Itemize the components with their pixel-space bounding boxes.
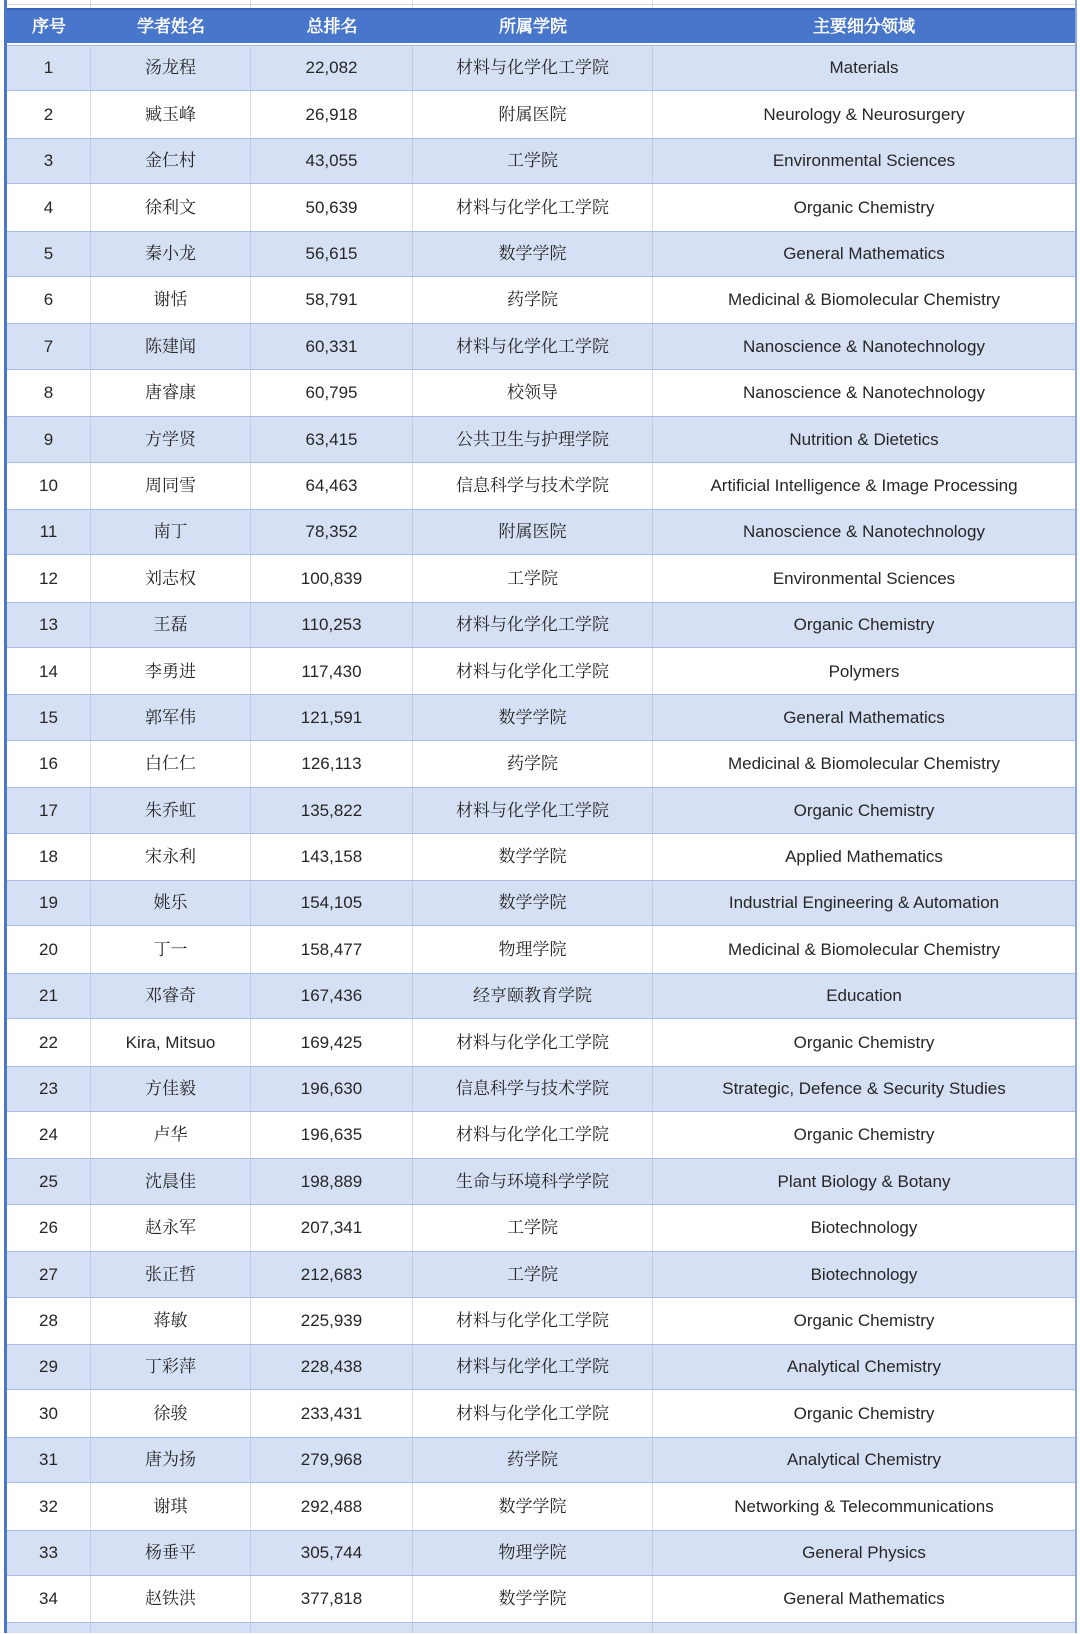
cell-rank: 196,635 <box>251 1112 413 1158</box>
cell-rank: 158,477 <box>251 926 413 972</box>
cell-college: 材料与化学化工学院 <box>413 184 653 230</box>
cell-college: 数学学院 <box>413 695 653 739</box>
cell-rank: 58,791 <box>251 277 413 323</box>
cell-index: 31 <box>7 1438 91 1482</box>
cell-college: 工学院 <box>413 1252 653 1296</box>
cell-name: 丁一 <box>91 926 251 972</box>
cell-name: 方佳毅 <box>91 1067 251 1111</box>
cell-rank: 56,615 <box>251 232 413 276</box>
cell-field: Biotechnology <box>810 1218 918 1238</box>
partial-cell <box>91 1623 251 1633</box>
table-row <box>7 1344 1075 1390</box>
cell-index: 15 <box>7 695 91 739</box>
cell-name: 陈建闻 <box>91 324 251 368</box>
cell-field: Environmental Sciences <box>772 151 956 171</box>
cell-index: 28 <box>7 1298 91 1344</box>
cell-rank: 167,436 <box>251 974 413 1018</box>
cell-college: 物理学院 <box>413 1531 653 1575</box>
cell-college: 材料与化学化工学院 <box>413 603 653 647</box>
cell-college: 附属医院 <box>413 510 653 554</box>
cell-name: 张正哲 <box>91 1252 251 1296</box>
cell-college: 材料与化学化工学院 <box>413 788 653 832</box>
cell-rank: 22,082 <box>251 46 413 90</box>
cell-college: 信息科学与技术学院 <box>413 1067 653 1111</box>
cell-name: 沈晨佳 <box>91 1159 251 1203</box>
cell-college: 数学学院 <box>413 1576 653 1622</box>
table-row <box>7 1158 1075 1204</box>
cell-field: Applied Mathematics <box>785 847 943 867</box>
cell-field: Organic Chemistry <box>793 615 935 635</box>
cell-name: 赵铁洪 <box>91 1576 251 1622</box>
table-row <box>7 138 1075 184</box>
partial-cell <box>91 0 251 8</box>
table-row <box>7 602 1075 648</box>
cell-rank: 169,425 <box>251 1019 413 1065</box>
cell-college: 药学院 <box>413 277 653 323</box>
cell-college: 材料与化学化工学院 <box>413 1019 653 1065</box>
table-row <box>7 463 1075 509</box>
cell-name: 唐睿康 <box>91 370 251 416</box>
table-row <box>7 694 1075 740</box>
cell-name: 徐骏 <box>91 1390 251 1436</box>
cell-index: 16 <box>7 741 91 787</box>
cell-college: 材料与化学化工学院 <box>413 46 653 90</box>
cell-index: 18 <box>7 834 91 880</box>
cell-index: 13 <box>7 603 91 647</box>
cell-field: Organic Chemistry <box>793 800 935 820</box>
cell-index: 23 <box>7 1067 91 1111</box>
cell-college: 公共卫生与护理学院 <box>413 417 653 461</box>
cell-field: Networking & Telecommunications <box>734 1496 994 1516</box>
cell-rank: 228,438 <box>251 1345 413 1389</box>
table-row <box>7 834 1075 880</box>
cell-rank: 279,968 <box>251 1438 413 1482</box>
cell-college: 物理学院 <box>413 926 653 972</box>
cell-index: 27 <box>7 1252 91 1296</box>
table-row <box>7 1066 1075 1112</box>
cell-name: 白仁仁 <box>91 741 251 787</box>
cell-index: 19 <box>7 881 91 925</box>
cell-index: 11 <box>7 510 91 554</box>
cell-field: Medicinal & Biomolecular Chemistry <box>727 754 1001 774</box>
table-row <box>7 1251 1075 1297</box>
cell-college: 材料与化学化工学院 <box>413 324 653 368</box>
column-header-college: 所属学院 <box>499 16 567 36</box>
cell-index: 30 <box>7 1390 91 1436</box>
cell-college: 数学学院 <box>413 881 653 925</box>
cell-name: 赵永军 <box>91 1205 251 1251</box>
cell-rank: 196,630 <box>251 1067 413 1111</box>
cell-rank: 154,105 <box>251 881 413 925</box>
cell-index: 24 <box>7 1112 91 1158</box>
cell-field: Materials <box>829 58 899 78</box>
cell-field: Neurology & Neurosurgery <box>763 104 965 124</box>
table-row <box>7 1437 1075 1483</box>
table-row <box>7 741 1075 787</box>
cell-rank: 100,839 <box>251 555 413 601</box>
cell-college: 材料与化学化工学院 <box>413 1112 653 1158</box>
cell-index: 33 <box>7 1531 91 1575</box>
table-row <box>7 91 1075 137</box>
cell-index: 2 <box>7 91 91 137</box>
cell-college: 药学院 <box>413 741 653 787</box>
cell-name: 卢华 <box>91 1112 251 1158</box>
cell-name: 杨垂平 <box>91 1531 251 1575</box>
cell-rank: 60,795 <box>251 370 413 416</box>
cell-college: 数学学院 <box>413 232 653 276</box>
cell-field: Plant Biology & Botany <box>777 1171 951 1191</box>
column-header-field: 主要细分领域 <box>813 16 915 36</box>
cell-index: 6 <box>7 277 91 323</box>
cell-index: 20 <box>7 926 91 972</box>
table-row <box>7 555 1075 601</box>
table-row <box>7 184 1075 230</box>
cell-index: 34 <box>7 1576 91 1622</box>
cell-field: Nanoscience & Nanotechnology <box>743 336 985 356</box>
cell-field: General Mathematics <box>783 707 945 727</box>
cell-field: Medicinal & Biomolecular Chemistry <box>727 939 1001 959</box>
cell-name: 姚乐 <box>91 881 251 925</box>
cell-college: 工学院 <box>413 1205 653 1251</box>
cell-rank: 143,158 <box>251 834 413 880</box>
cell-college: 工学院 <box>413 139 653 183</box>
cell-field: Artificial Intelligence & Image Processing <box>710 475 1018 495</box>
cell-rank: 225,939 <box>251 1298 413 1344</box>
cell-name: 宋永利 <box>91 834 251 880</box>
cell-college: 信息科学与技术学院 <box>413 463 653 509</box>
cell-index: 25 <box>7 1159 91 1203</box>
cell-college: 工学院 <box>413 555 653 601</box>
cell-college: 药学院 <box>413 1438 653 1482</box>
cell-field: Medicinal & Biomolecular Chemistry <box>727 290 1001 310</box>
partial-row-top <box>7 0 1075 8</box>
partial-cell <box>251 1623 413 1633</box>
table-row <box>7 648 1075 694</box>
table-row <box>7 1112 1075 1158</box>
table-row <box>7 1205 1075 1251</box>
cell-rank: 198,889 <box>251 1159 413 1203</box>
partial-cell <box>251 0 413 8</box>
cell-field: Organic Chemistry <box>793 1032 935 1052</box>
cell-rank: 50,639 <box>251 184 413 230</box>
cell-field: Nanoscience & Nanotechnology <box>743 522 985 542</box>
cell-rank: 117,430 <box>251 648 413 694</box>
cell-name: 谢恬 <box>91 277 251 323</box>
cell-name: 金仁村 <box>91 139 251 183</box>
cell-rank: 126,113 <box>251 741 413 787</box>
partial-cell <box>7 1623 91 1633</box>
cell-rank: 135,822 <box>251 788 413 832</box>
table-row <box>7 509 1075 555</box>
table-row <box>7 1019 1075 1065</box>
table-body <box>7 45 1075 1622</box>
cell-field: General Physics <box>802 1542 926 1562</box>
cell-rank: 64,463 <box>251 463 413 509</box>
cell-field: Biotechnology <box>810 1264 918 1284</box>
cell-college: 经亨颐教育学院 <box>413 974 653 1018</box>
column-header-name: 学者姓名 <box>137 16 205 36</box>
cell-index: 26 <box>7 1205 91 1251</box>
cell-index: 8 <box>7 370 91 416</box>
cell-field: Organic Chemistry <box>793 1125 935 1145</box>
partial-cell <box>7 0 91 8</box>
cell-college: 生命与环境科学学院 <box>413 1159 653 1203</box>
table-row <box>7 416 1075 462</box>
table-row <box>7 787 1075 833</box>
cell-rank: 377,818 <box>251 1576 413 1622</box>
cell-rank: 60,331 <box>251 324 413 368</box>
table-row <box>7 1576 1075 1622</box>
table-row <box>7 926 1075 972</box>
cell-index: 9 <box>7 417 91 461</box>
cell-rank: 233,431 <box>251 1390 413 1436</box>
cell-name: 李勇进 <box>91 648 251 694</box>
cell-index: 17 <box>7 788 91 832</box>
table-row <box>7 973 1075 1019</box>
cell-rank: 78,352 <box>251 510 413 554</box>
cell-name: 朱乔虹 <box>91 788 251 832</box>
cell-college: 数学学院 <box>413 1483 653 1529</box>
cell-field: Organic Chemistry <box>793 1403 935 1423</box>
column-header-index: 序号 <box>32 16 66 36</box>
cell-field: Nanoscience & Nanotechnology <box>743 383 985 403</box>
cell-name: 郭军伟 <box>91 695 251 739</box>
table-row <box>7 1483 1075 1529</box>
cell-rank: 43,055 <box>251 139 413 183</box>
cell-name: 周同雪 <box>91 463 251 509</box>
cell-rank: 305,744 <box>251 1531 413 1575</box>
cell-field: Education <box>826 986 902 1006</box>
cell-name: 唐为扬 <box>91 1438 251 1482</box>
cell-rank: 121,591 <box>251 695 413 739</box>
cell-name: 蒋敏 <box>91 1298 251 1344</box>
table-row <box>7 370 1075 416</box>
cell-name: 谢琪 <box>91 1483 251 1529</box>
table-row <box>7 1390 1075 1436</box>
table-row <box>7 1298 1075 1344</box>
partial-row-bottom <box>7 1622 1075 1633</box>
cell-index: 32 <box>7 1483 91 1529</box>
table-row <box>7 1530 1075 1576</box>
table-row <box>7 231 1075 277</box>
cell-field: Industrial Engineering & Automation <box>728 893 1000 913</box>
table-row <box>7 880 1075 926</box>
cell-field: Organic Chemistry <box>793 197 935 217</box>
partial-cell <box>653 1623 1075 1633</box>
cell-index: 5 <box>7 232 91 276</box>
partial-cell <box>413 1623 653 1633</box>
cell-rank: 110,253 <box>251 603 413 647</box>
cell-index: 10 <box>7 463 91 509</box>
column-header-rank: 总排名 <box>306 16 358 36</box>
cell-rank: 63,415 <box>251 417 413 461</box>
cell-field: General Mathematics <box>783 243 945 263</box>
cell-name: 秦小龙 <box>91 232 251 276</box>
cell-field: Analytical Chemistry <box>787 1450 941 1470</box>
cell-college: 附属医院 <box>413 91 653 137</box>
cell-index: 14 <box>7 648 91 694</box>
cell-name: 南丁 <box>91 510 251 554</box>
cell-index: 4 <box>7 184 91 230</box>
cell-college: 材料与化学化工学院 <box>413 1345 653 1389</box>
cell-college: 材料与化学化工学院 <box>413 648 653 694</box>
cell-name: 丁彩萍 <box>91 1345 251 1389</box>
cell-field: Polymers <box>828 661 900 681</box>
table-row <box>7 277 1075 323</box>
cell-field: Nutrition & Dietetics <box>789 429 939 449</box>
cell-name: 刘志权 <box>91 555 251 601</box>
scholar-ranking-table <box>4 0 1077 1633</box>
cell-rank: 207,341 <box>251 1205 413 1251</box>
table-row <box>7 45 1075 91</box>
cell-field: Strategic, Defence & Security Studies <box>722 1079 1006 1099</box>
cell-index: 1 <box>7 46 91 90</box>
cell-name: Kira, Mitsuo <box>91 1019 251 1065</box>
cell-college: 材料与化学化工学院 <box>413 1298 653 1344</box>
cell-rank: 212,683 <box>251 1252 413 1296</box>
cell-field: Environmental Sciences <box>772 568 956 588</box>
cell-name: 王磊 <box>91 603 251 647</box>
partial-cell <box>413 0 653 8</box>
cell-field: General Mathematics <box>783 1589 945 1609</box>
cell-name: 汤龙程 <box>91 46 251 90</box>
cell-college: 材料与化学化工学院 <box>413 1390 653 1436</box>
cell-rank: 292,488 <box>251 1483 413 1529</box>
cell-name: 邓睿奇 <box>91 974 251 1018</box>
cell-index: 21 <box>7 974 91 1018</box>
cell-field: Organic Chemistry <box>793 1310 935 1330</box>
cell-index: 3 <box>7 139 91 183</box>
cell-field: Analytical Chemistry <box>787 1357 941 1377</box>
cell-index: 22 <box>7 1019 91 1065</box>
cell-name: 臧玉峰 <box>91 91 251 137</box>
table-header-row <box>7 8 1075 45</box>
cell-rank: 26,918 <box>251 91 413 137</box>
partial-cell <box>653 0 1075 8</box>
table-row <box>7 323 1075 369</box>
cell-college: 校领导 <box>413 370 653 416</box>
cell-index: 7 <box>7 324 91 368</box>
cell-name: 徐利文 <box>91 184 251 230</box>
cell-college: 数学学院 <box>413 834 653 880</box>
cell-name: 方学贤 <box>91 417 251 461</box>
cell-index: 12 <box>7 555 91 601</box>
cell-index: 29 <box>7 1345 91 1389</box>
